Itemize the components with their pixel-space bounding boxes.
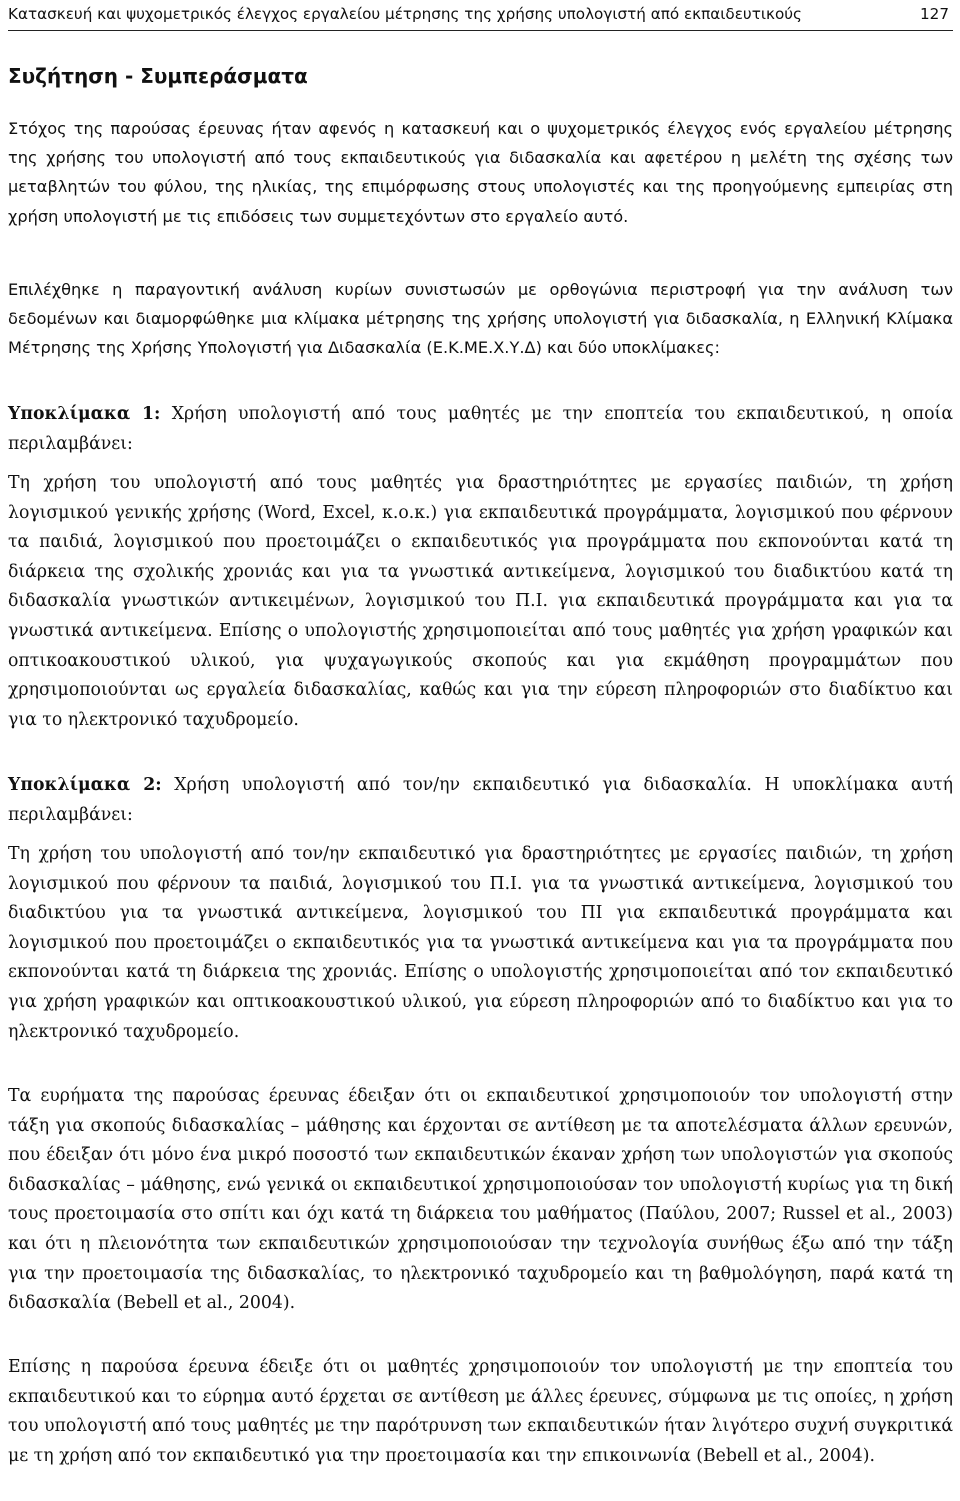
running-header (8, 4, 953, 31)
paragraph-objective: Στόχος της παρούσας έρευνας ήταν αφενός η κατασκευή και ο ψυχομετρικός έλεγχος ενός εργαλείου μέτρησης της χρήσης του υπολογιστή από τους εκπαιδευτικούς για διδασκαλία και αφετέρου η μελέτη της σχέσης των μεταβλητών του φύλου, της ηλικίας, της επιμόρφωσης στους υπολογιστές και της προηγούμενης εμπειρίας στη χρήση υπολογιστή με τις επιδόσεις των συμμετεχόντων στο εργαλείο αυτό. (8, 119, 953, 226)
paragraph-subscale-1-details: Τη χρήση του υπολογιστή από τους μαθητές για δραστηριότητες με εργασίες παιδιών, τη χρήση λογισμικού γενικής χρήσης (Word, Excel, κ.ο.κ.) για εκπαιδευτικά προγράμματα, λογισμικού που φέρνουν τα παιδιά, λογισμικού που προετοιμάζει ο εκπαιδευτικός για προγράμματα που εκπονούνται κατά τη διάρκεια της σχολικής χρονιάς και για τα γνωστικά αντικείμενα, λογισμικού του διαδικτύου κατά τη διδασκαλία γνωστικών αντικειμένων, λογισμικού του Π.Ι. για εκπαιδευτικά προγράμματα και για τα γνωστικά αντικείμενα. Επίσης ο υπολογιστής χρησιμοποιείται από τους μαθητές για χρήση γραφικών και οπτικοακουστικού υλικού, για ψυχαγωγικούς σκοπούς και για εκμάθηση προγραμμάτων που χρησιμοποιούνται ως εργαλεία διδασκαλίας, καθώς και για την εύρεση πληροφοριών στο διαδίκτυο και για το ηλεκτρονικό ταχυδρομείο. (8, 473, 953, 730)
running-header-title: Κατασκευή και ψυχομετρικός έλεγχος εργαλείου μέτρησης της χρήσης υπολογιστή από εκπαιδευτικούς (8, 5, 802, 23)
paragraph-subscale-2 (8, 771, 953, 830)
paragraph-findings-teachers: Τα ευρήματα της παρούσας έρευνας έδειξαν ότι οι εκπαιδευτικοί χρησιμοποιούν τον υπολογιστή στην τάξη για σκοπούς διδασκαλίας – μάθησης και έρχονται σε αντίθεση με τα αποτελέσματα άλλων ερευνών, που έδειξαν ότι μόνο ένα μικρό ποσοστό των εκπαιδευτικών έκαναν χρήση των υπολογιστών για σκοπούς διδασκαλίας – μάθησης, ενώ γενικά οι εκπαιδευτικοί χρησιμοποιούσαν τον υπολογιστή κυρίως για τη δική τους προετοιμασία στο σπίτι και όχι κατά τη διάρκεια του μαθήματος (Παύλου, 2007; Russel et al., 2003) και ότι η πλειονότητα των εκπαιδευτικών χρησιμοποιούσαν την τεχνολογία συνήθως έξω από την τάξη για την προετοιμασία της διδασκαλίας, το ηλεκτρονικό ταχυδρομείο και τη βαθμολόγηση, παρά κατά τη διδασκαλία (Bebell et al., 2004). (8, 1086, 953, 1314)
subscale-2-label: Υποκλίμακα 2: (8, 775, 162, 795)
paragraph-method: Επιλέχθηκε η παραγοντική ανάλυση κυρίων συνιστωσών με ορθογώνια περιστροφή για την ανάλυση των δεδομένων και διαμορφώθηκε μια κλίμακα μέτρησης της χρήσης υπολογιστή για διδασκαλία, η Ελληνική Κλίμακα Μέτρησης της Χρήσης Υπολογιστή για Διδασκαλία (Ε.Κ.ΜΕ.Χ.Υ.Δ) και δύο υποκλίμακες: (8, 280, 953, 358)
page-number: 127 (920, 5, 949, 23)
paragraph-findings-students: Επίσης η παρούσα έρευνα έδειξε ότι οι μαθητές χρησιμοποιούν τον υπολογιστή με την εποπτεία του εκπαιδευτικού και το εύρημα αυτό έρχεται σε αντίθεση με άλλες έρευνες, σύμφωνα με τις οποίες, η χρήση του υπολογιστή από τους μαθητές με την παρότρυνση των εκπαιδευτικών ήταν λιγότερο συχνή συγκριτικά με τη χρήση από τον εκπαιδευτικό για την προετοιμασία και την επικοινωνία (Bebell et al., 2004). (8, 1357, 953, 1466)
section-title: Συζήτηση - Συμπεράσματα (8, 64, 308, 88)
document-page (8, 0, 953, 1501)
subscale-1-text: Χρήση υπολογιστή από τους μαθητές με την εποπτεία του εκπαιδευτικού, η οποία περιλαμβάνει: (8, 404, 953, 454)
subscale-2-text: Χρήση υπολογιστή από τον/ην εκπαιδευτικό για διδασκαλία. Η υποκλίμακα αυτή περιλαμβάνει: (8, 775, 953, 825)
paragraph-subscale-1 (8, 400, 953, 459)
subscale-1-label: Υποκλίμακα 1: (8, 404, 161, 424)
paragraph-subscale-2-details: Τη χρήση του υπολογιστή από τον/ην εκπαιδευτικό για δραστηριότητες με εργασίες παιδιών, τη χρήση λογισμικού που φέρνουν τα παιδιά, λογισμικού του Π.Ι. για τα γνωστικά αντικείμενα, λογισμικού του διαδικτύου για τα γνωστικά αντικείμενα, λογισμικού του ΠΙ για εκπαιδευτικά προγράμματα και λογισμικού που προετοιμάζει ο εκπαιδευτικός για τα γνωστικά αντικείμενα και για τα προγράμματα που εκπονούνται κατά τη διάρκεια της χρονιάς. Επίσης ο υπολογιστής χρησιμοποιείται από τον εκπαιδευτικό για χρήση γραφικών και οπτικοακουστικού υλικού, για εύρεση πληροφοριών από το διαδίκτυο και για το ηλεκτρονικό ταχυδρομείο. (8, 844, 953, 1042)
